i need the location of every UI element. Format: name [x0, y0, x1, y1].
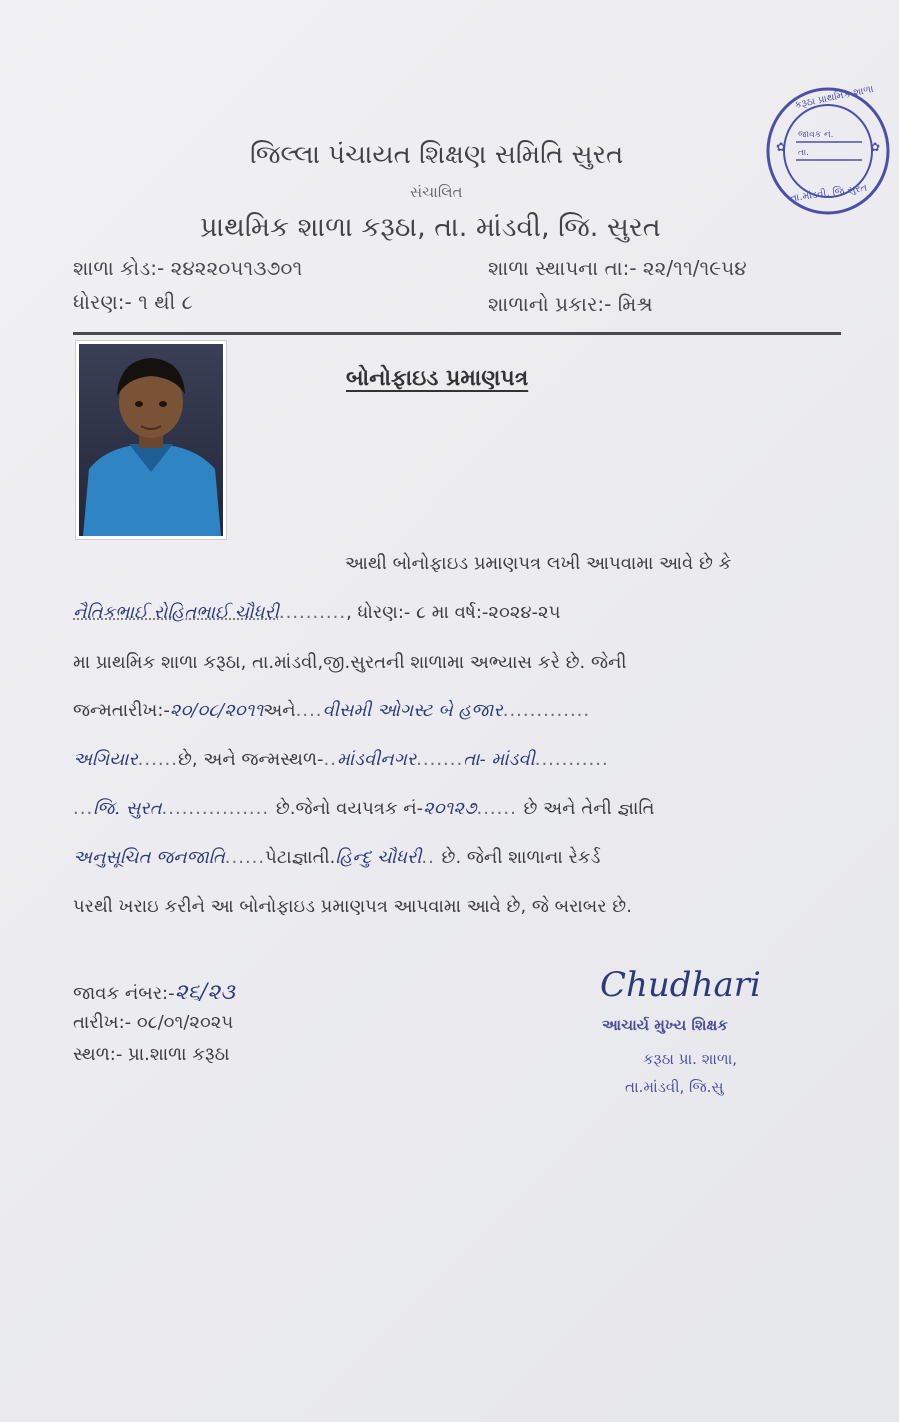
svg-text:✿: ✿ [870, 140, 881, 154]
birth-district: જિ. સુરત [93, 798, 162, 819]
signature-text: Chudhari [600, 965, 761, 1005]
header-line-1: જિલ્લા પંચાયત શિક્ષણ સમિતિ સુરત [250, 140, 624, 170]
school-standard: ધોરણ:- ૧ થી ૮ [73, 290, 193, 314]
register-number: ૨૦૧૨૭ [423, 798, 477, 819]
caste-line: અનુસૂચિત જનજાતિ......પેટાજ્ઞાતી.હિન્દુ ચૌધરી.. છે. જેની શાળાના રેકર્ડ [73, 847, 601, 868]
issue-place: સ્થળ:- પ્રા.શાળા કરૂઠા [73, 1044, 230, 1065]
outward-line [73, 980, 235, 1005]
birthplace-line: અગિયાર......છે, અને જન્મસ્થળ-..માંડવીનગર.......તા- માંડવી........... [73, 749, 609, 770]
birth-taluka: તા- માંડવી [463, 749, 535, 770]
student-photo [76, 341, 226, 539]
register-line: ...જિ. સુરત................ છે.જેનો વયપત્રક નં-૨૦૧૨૭...... છે અને તેની જ્ઞાતિ [73, 798, 655, 819]
school-study-text: મા પ્રાથમિક શાળા કરૂઠા, તા.માંડવી,જી.સુરતની શાળામા અભ્યાસ કરે છે. જેની [73, 652, 627, 673]
header-line-2: સંચાલિત [410, 183, 463, 201]
subcaste-value: હિન્દુ ચૌધરી [335, 847, 422, 868]
birthplace-value: માંડવીનગર [336, 749, 417, 770]
stamp-inner-1: જાવક નં. [798, 130, 834, 140]
birthplace-label: છે, અને જન્મસ્થળ- [178, 749, 324, 770]
header-divider [73, 332, 841, 335]
school-stamp [764, 84, 892, 218]
stamp-inner-2: તા. [798, 148, 810, 158]
student-name: નૈતિકભાઈ રોહિતભાઈ ચૌધરી [73, 602, 279, 623]
record-text: છે. જેની શાળાના રેકર્ડ [441, 847, 601, 868]
school-established: શાળા સ્થાપના તા:- ૨૨/૧૧/૧૯૫૪ [488, 256, 747, 280]
name-line: નૈતિકભાઈ રોહિતભાઈ ચૌધરી.........., ધોરણ:- ૮ મા વર્ષ:-૨૦૨૪-૨૫ [73, 602, 561, 623]
outward-label: જાવક નંબર:- [73, 983, 175, 1004]
register-label: છે.જેનો વયપત્રક નં- [275, 798, 424, 819]
dob-value: ૨૦/૦૮/૨૦૧૧ [169, 700, 264, 721]
verification-text: પરથી ખરાઇ કરીને આ બોનોફાઇડ પ્રમાણપત્ર આપવામા આવે છે, જે બરાબર છે. [73, 896, 632, 917]
seal-school: કરૂઠા પ્રા. શાળા, [643, 1050, 738, 1068]
outward-number: ૨૬/૨૩ [174, 980, 235, 1005]
issue-date: તારીખ:- ૦૮/૦૧/૨૦૨૫ [73, 1012, 234, 1033]
caste-label: છે અને તેની જ્ઞાતિ [523, 798, 655, 819]
caste-value: અનુસૂચિત જનજાતિ [73, 847, 225, 868]
school-code: શાળા કોડ:- ૨૪૨૨૦૫૧૩૭૦૧ [73, 256, 303, 280]
school-name-heading: પ્રાથમિક શાળા કરૂઠા, તા. માંડવી, જિ. સુરત [200, 212, 661, 243]
stamp-bottom-text: તા.માંડવી, જિ.સુરત [789, 182, 868, 205]
svg-text:✿: ✿ [776, 140, 787, 154]
certificate-title: બોનોફાઇડ પ્રમાણપત્ર [346, 366, 529, 391]
seal-designation: આચાર્ય મુખ્ય શિક્ષક [602, 1016, 728, 1034]
dob-and: અને [263, 700, 296, 721]
dob-words: વીસમી ઓગસ્ટ બે હજાર [322, 700, 503, 721]
stamp-top-text: કરૂઠા પ્રાથમિક શાળા [793, 83, 875, 112]
dob-words-2: અગિયાર [73, 749, 138, 770]
standard-year-text: , ધોરણ:- ૮ મા વર્ષ:-૨૦૨૪-૨૫ [346, 602, 561, 623]
seal-taluka: તા.માંડવી, જિ.સુ [625, 1078, 724, 1096]
dob-line: જન્મતારીખ:-૨૦/૦૮/૨૦૧૧અને....વીસમી ઓગસ્ટ બે હજાર............. [73, 700, 591, 721]
subcaste-label: પેટાજ્ઞાતી. [265, 847, 336, 868]
dob-label: જન્મતારીખ:- [73, 700, 170, 721]
school-type: શાળાનો પ્રકાર:- મિશ્ર [488, 292, 653, 316]
certificate-intro: આથી બોનોફાઇડ પ્રમાણપત્ર લખી આપવામા આવે છે કે [345, 553, 732, 574]
